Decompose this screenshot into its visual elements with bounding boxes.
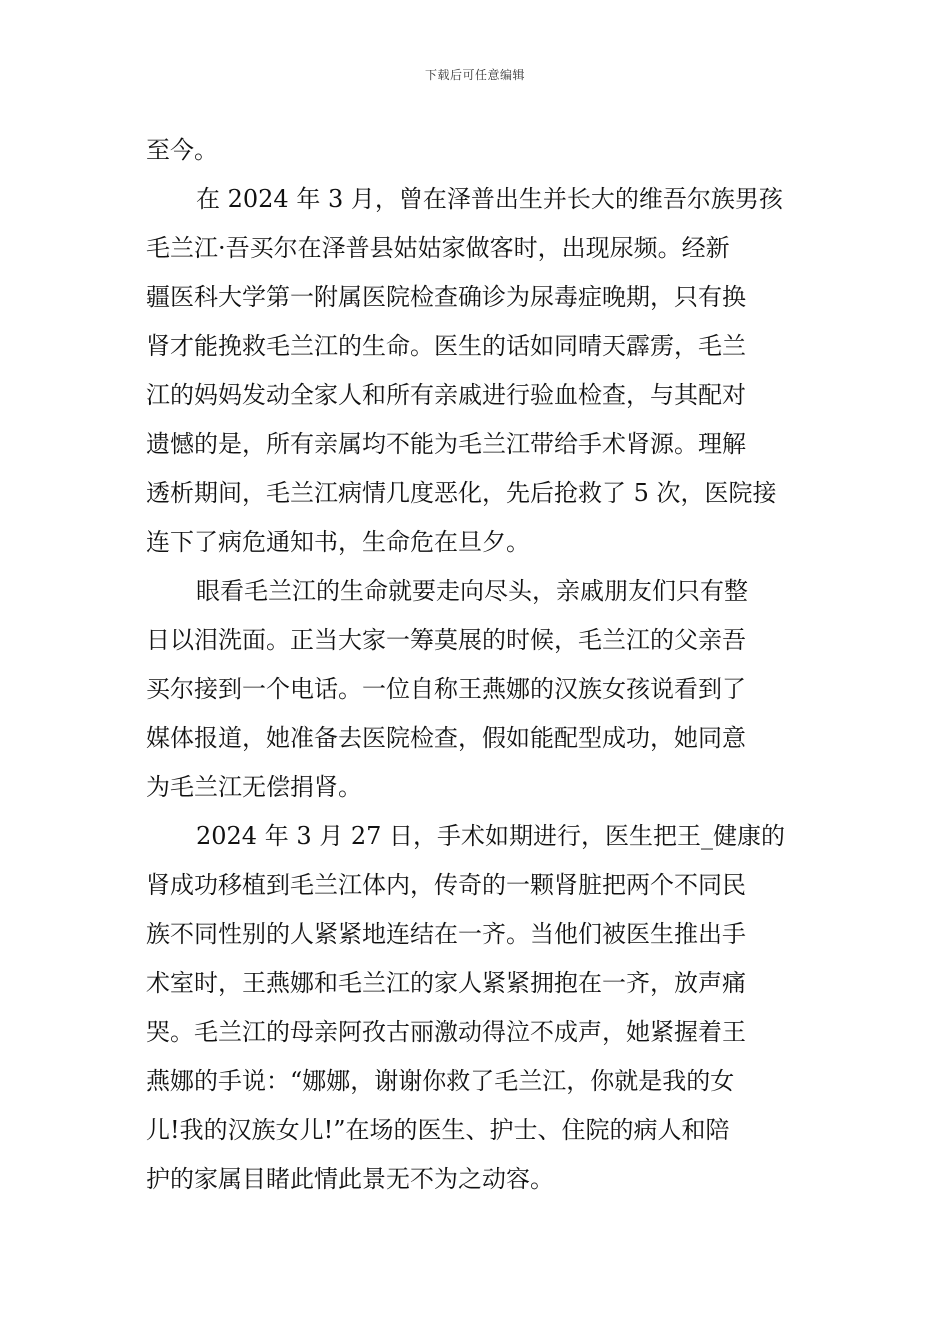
text-line: 肾才能挽救毛兰江的生命。医生的话如同晴天霹雳，毛兰 <box>146 332 746 360</box>
text-line: 遗憾的是，所有亲属均不能为毛兰江带给手术肾源。理解 <box>146 430 746 458</box>
document-body <box>146 126 806 1204</box>
text-line: 至今。 <box>146 136 218 164</box>
text-line: 日以泪洗面。正当大家一筹莫展的时候，毛兰江的父亲吾 <box>146 626 746 654</box>
text-line: 买尔接到一个电话。一位自称王燕娜的汉族女孩说看到了 <box>146 675 746 703</box>
page-header-note: 下载后可任意编辑 <box>424 68 525 82</box>
text-line: 2024 年 3 月 27 日，手术如期进行，医生把王_健康的 <box>196 822 786 850</box>
text-line: 江的妈妈发动全家人和所有亲戚进行验血检查，与其配对 <box>146 381 746 409</box>
text-line: 儿!我的汉族女儿!”在场的医生、护士、住院的病人和陪 <box>146 1116 730 1144</box>
text-line: 透析期间，毛兰江病情几度恶化，先后抢救了 5 次，医院接 <box>146 479 777 507</box>
text-line: 疆医科大学第一附属医院检查确诊为尿毒症晚期，只有换 <box>146 283 746 311</box>
text-line: 媒体报道，她准备去医院检查，假如能配型成功，她同意 <box>146 724 746 752</box>
text-line: 术室时，王燕娜和毛兰江的家人紧紧拥抱在一齐，放声痛 <box>146 969 746 997</box>
text-line: 肾成功移植到毛兰江体内，传奇的一颗肾脏把两个不同民 <box>146 871 746 899</box>
text-line: 护的家属目睹此情此景无不为之动容。 <box>146 1165 554 1193</box>
text-line: 毛兰江·吾买尔在泽普县姑姑家做客时，出现尿频。经新 <box>146 234 730 262</box>
text-line: 为毛兰江无偿捐肾。 <box>146 773 362 801</box>
text-line: 族不同性别的人紧紧地连结在一齐。当他们被医生推出手 <box>146 920 746 948</box>
text-line: 连下了病危通知书，生命危在旦夕。 <box>146 528 530 556</box>
text-line: 哭。毛兰江的母亲阿孜古丽激动得泣不成声，她紧握着王 <box>146 1018 746 1046</box>
text-line: 眼看毛兰江的生命就要走向尽头，亲戚朋友们只有整 <box>196 577 748 605</box>
text-line: 在 2024 年 3 月，曾在泽普出生并长大的维吾尔族男孩 <box>196 185 783 213</box>
text-line: 燕娜的手说：“娜娜，谢谢你救了毛兰江，你就是我的女 <box>146 1067 735 1095</box>
